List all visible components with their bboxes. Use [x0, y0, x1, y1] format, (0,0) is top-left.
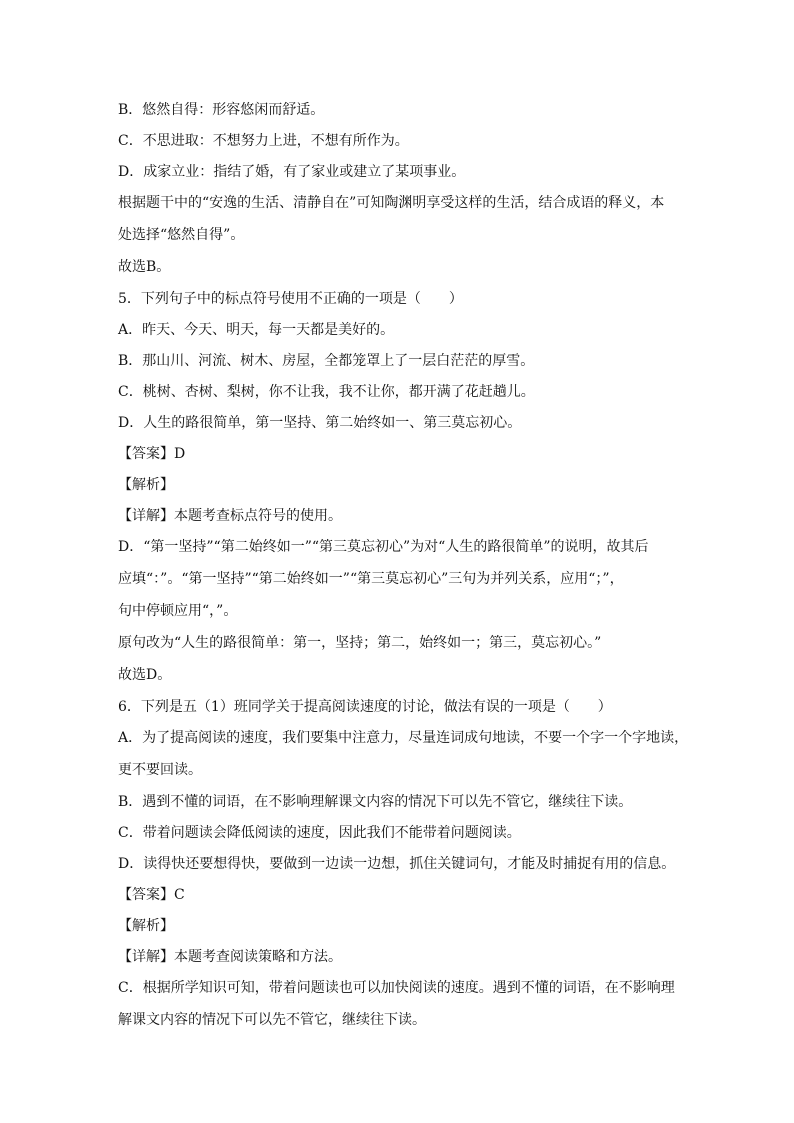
q5-conclusion: 故选D。 — [118, 667, 172, 683]
option-d-line: D．成家立业：指结了婚，有了家业或建立了某项事业。 — [118, 164, 466, 180]
question-6: 6．下列是五（1）班同学关于提高阅读速度的讨论，做法有误的一项是（ ） — [118, 699, 612, 715]
q5-detail: 【详解】本题考查标点符号的使用。 — [118, 508, 342, 524]
q6-option-c: C．带着问题读会降低阅读的速度，因此我们不能带着问题阅读。 — [118, 825, 521, 841]
q5-detail-line-1: D．“第一坚持”“第二始终如一”“第三莫忘初心”为对“人生的路很简单”的说明，故其后 — [118, 539, 649, 555]
q5-option-d: D．人生的路很简单，第一坚持、第二始终如一、第三莫忘初心。 — [118, 415, 522, 431]
q5-option-a: A．昨天、今天、明天，每一天都是美好的。 — [118, 322, 395, 338]
q5-option-b: B．那山川、河流、树木、房屋，全都笼罩上了一层白茫茫的厚雪。 — [118, 353, 535, 369]
option-c-line: C．不思进取：不想努力上进，不想有所作为。 — [118, 133, 409, 149]
q6-option-a-cont: 更不要回读。 — [118, 762, 202, 778]
document-page — [118, 100, 689, 1030]
question-5: 5．下列句子中的标点符号使用不正确的一项是（ ） — [118, 291, 463, 307]
q6-answer: 【答案】C — [118, 887, 185, 903]
explanation-line: 根据题干中的“安逸的生活、清静自在”可知陶渊明享受这样的生活，结合成语的释义，本 — [118, 195, 665, 211]
q5-detail-line-3: 句中停顿应用“，”。 — [118, 603, 238, 619]
q6-detail-line-1: C．根据所学知识可知，带着问题读也可以加快阅读的速度。遇到不懂的词语，在不影响理 — [118, 980, 675, 996]
q5-detail-line-2: 应填“：”。“第一坚持”“第二始终如一”“第三莫忘初心”三句为并列关系，应用“；”， — [118, 571, 624, 587]
q6-option-d: D．读得快还要想得快，要做到一边读一边想，抓住关键词句，才能及时捕捉有用的信息。 — [118, 856, 676, 872]
q5-answer: 【答案】D — [118, 446, 186, 462]
q5-analysis-heading: 【解析】 — [118, 477, 174, 493]
q5-corrected-sentence: 原句改为“人生的路很简单：第一，坚持；第二，始终如一；第三，莫忘初心。” — [118, 635, 602, 651]
q6-analysis-heading: 【解析】 — [118, 918, 174, 934]
q5-option-c: C．桃树、杏树、梨树，你不让我，我不让你，都开满了花赶趟儿。 — [118, 384, 535, 400]
q6-detail: 【详解】本题考查阅读策略和方法。 — [118, 949, 342, 965]
q6-option-b: B．遇到不懂的词语，在不影响理解课文内容的情况下可以先不管它，继续往下读。 — [118, 794, 633, 810]
conclusion-line: 故选B。 — [118, 259, 171, 275]
q6-detail-line-2: 解课文内容的情况下可以先不管它，继续往下读。 — [118, 1012, 426, 1028]
option-b-line: B．悠然自得：形容悠闲而舒适。 — [118, 102, 325, 118]
q6-option-a: A．为了提高阅读的速度，我们要集中注意力，尽量连词成句地读，不要一个字一个字地读， — [118, 730, 689, 746]
explanation-line-cont: 处选择“悠然自得”。 — [118, 227, 245, 243]
